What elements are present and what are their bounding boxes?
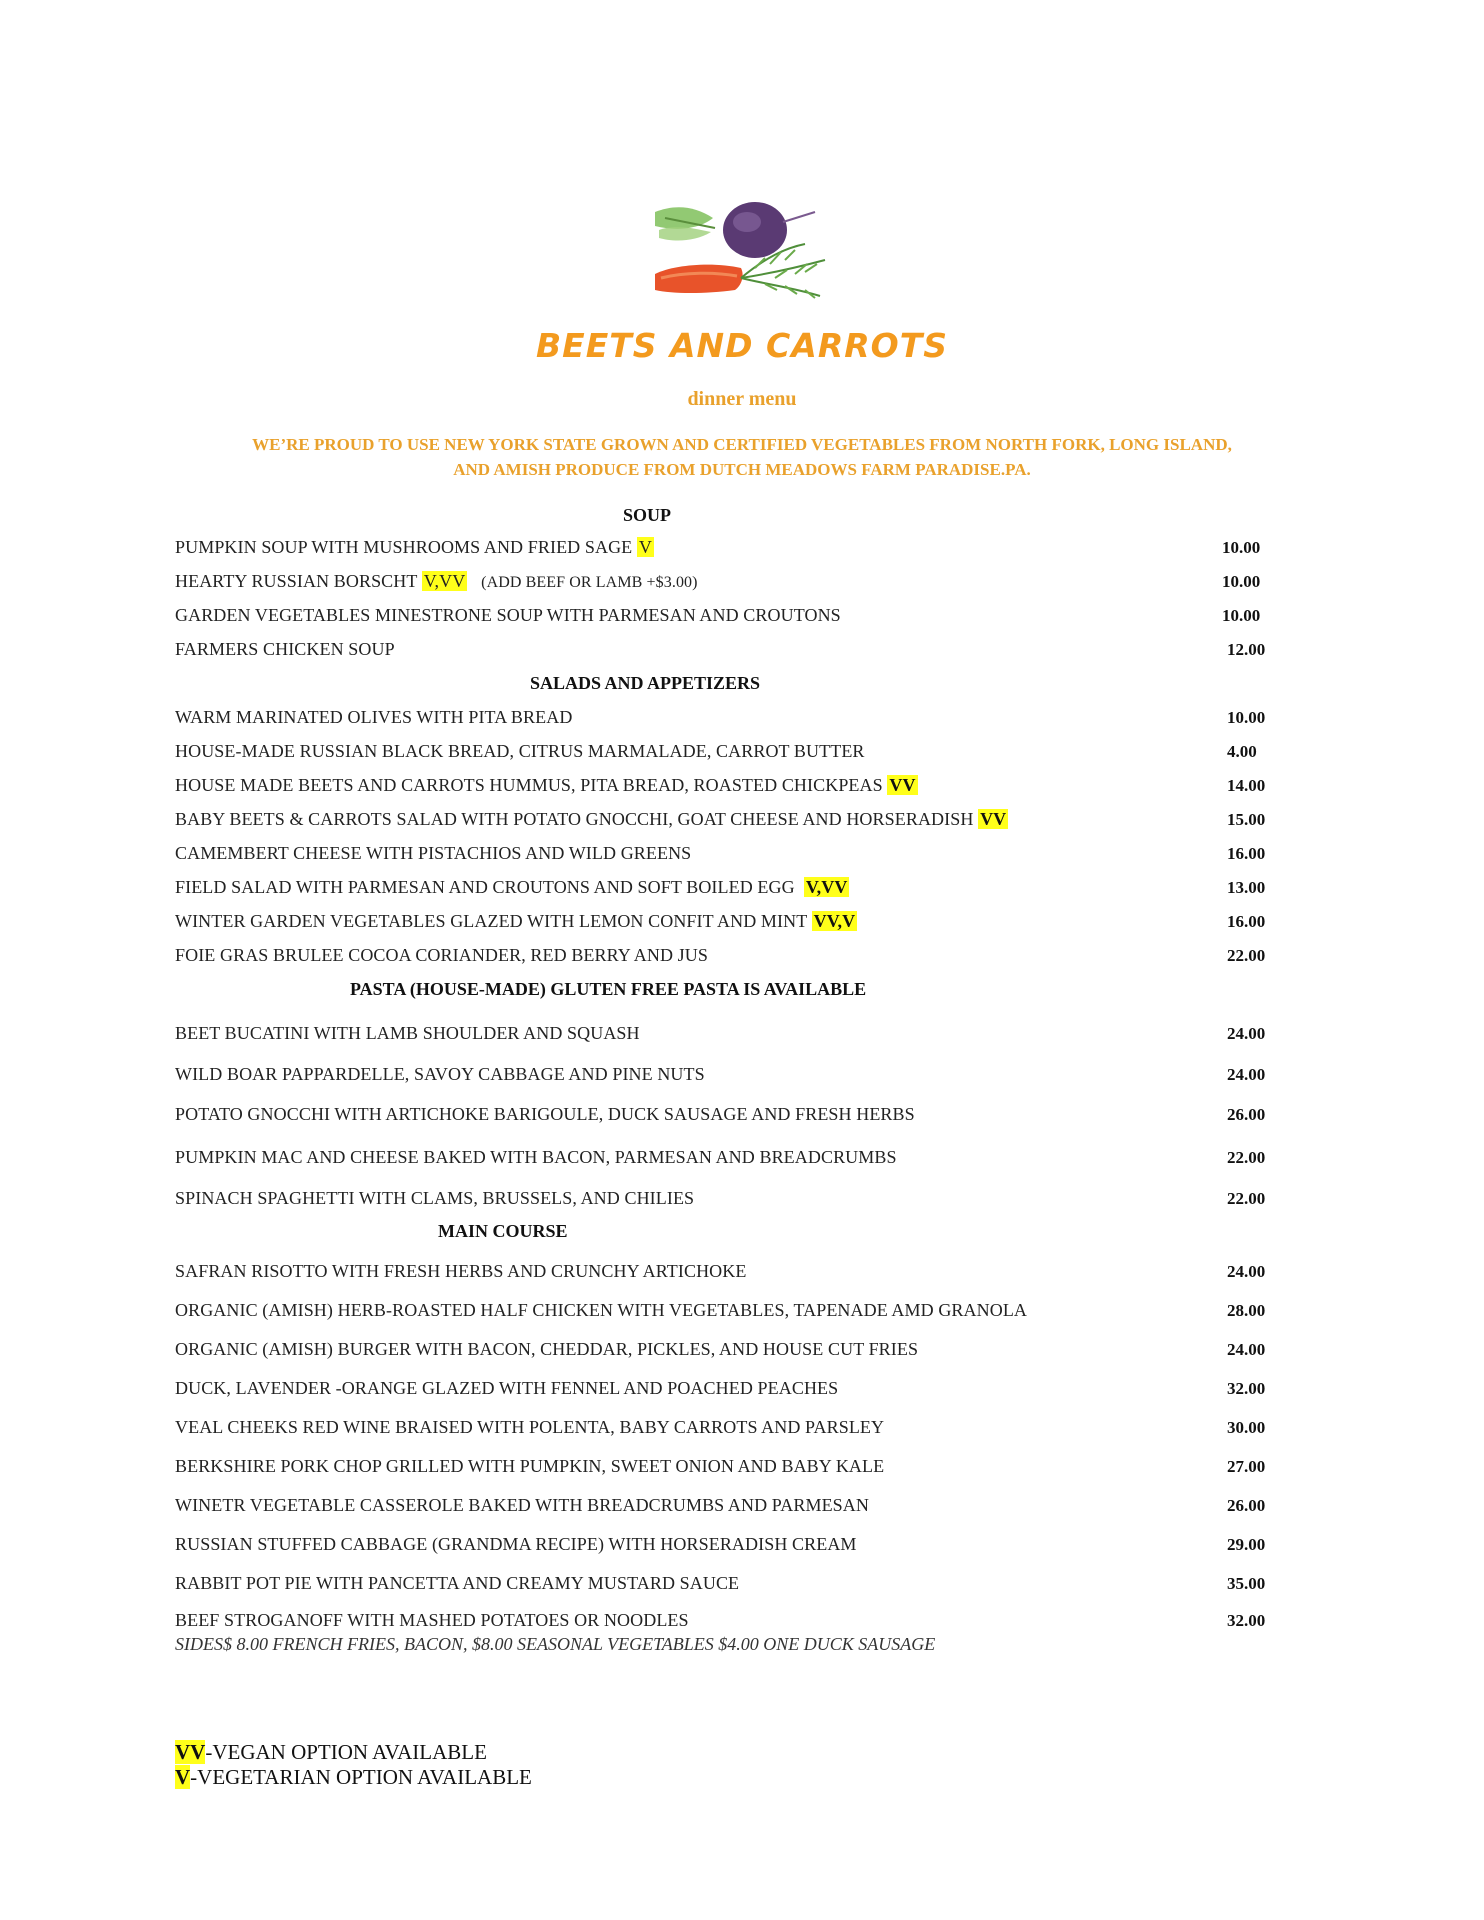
menu-item-name: VEAL CHEEKS RED WINE BRAISED WITH POLENTA, BABY CARROTS AND PARSLEY [175, 1417, 885, 1437]
menu-item-price: 10.00 [1227, 708, 1266, 727]
item-addon-note: (ADD BEEF OR LAMB +$3.00) [481, 574, 698, 591]
menu-item-price: 22.00 [1227, 946, 1266, 965]
legend-text: -VEGETARIAN OPTION AVAILABLE [190, 1765, 532, 1789]
intro-text [150, 432, 1334, 482]
menu-item-name: FOIE GRAS BRULEE COCOA CORIANDER, RED BERRY AND JUS [175, 945, 708, 965]
menu-item-name: BEET BUCATINI WITH LAMB SHOULDER AND SQUASH [175, 1023, 640, 1043]
menu-item-price: 30.00 [1227, 1418, 1266, 1437]
menu-item-price: 14.00 [1227, 776, 1266, 795]
menu-item-name: RABBIT POT PIE WITH PANCETTA AND CREAMY MUSTARD SAUCE [175, 1573, 740, 1593]
menu-item-price: 10.00 [1222, 538, 1261, 557]
section-heading-soup: SOUP [623, 505, 672, 525]
menu-item-price: 10.00 [1222, 606, 1261, 625]
menu-item-price: 15.00 [1227, 810, 1266, 829]
menu-item-name: POTATO GNOCCHI WITH ARTICHOKE BARIGOULE, DUCK SAUSAGE AND FRESH HERBS [175, 1104, 915, 1124]
restaurant-title: BEETS AND CARROTS [536, 326, 948, 365]
menu-item-name: WARM MARINATED OLIVES WITH PITA BREAD [175, 707, 573, 727]
menu-item-price: 16.00 [1227, 912, 1266, 931]
menu-item-price: 26.00 [1227, 1105, 1266, 1124]
menu-item-name: CAMEMBERT CHEESE WITH PISTACHIOS AND WILD GREENS [175, 843, 692, 863]
legend-vegan [175, 1740, 487, 1765]
menu-item-price: 27.00 [1227, 1457, 1266, 1476]
menu-item-name: RUSSIAN STUFFED CABBAGE (GRANDMA RECIPE) WITH HORSERADISH CREAM [175, 1534, 857, 1554]
menu-item-name: PUMPKIN MAC AND CHEESE BAKED WITH BACON, PARMESAN AND BREADCRUMBS [175, 1147, 897, 1167]
legend-key: V [175, 1765, 191, 1789]
menu-item-name: PUMPKIN SOUP WITH MUSHROOMS AND FRIED SAGE V [175, 537, 652, 557]
intro-line-2: AND AMISH PRODUCE FROM DUTCH MEADOWS FARM PARADISE.PA. [453, 460, 1031, 479]
menu-item-price: 24.00 [1227, 1024, 1266, 1043]
menu-item-name: WILD BOAR PAPPARDELLE, SAVOY CABBAGE AND PINE NUTS [175, 1064, 705, 1084]
menu-item-name: HOUSE-MADE RUSSIAN BLACK BREAD, CITRUS MARMALADE, CARROT BUTTER [175, 741, 865, 761]
menu-item-price: 4.00 [1227, 742, 1257, 761]
menu-item-name: ORGANIC (AMISH) HERB-ROASTED HALF CHICKEN WITH VEGETABLES, TAPENADE AMD GRANOLA [175, 1300, 1028, 1320]
menu-item-name: DUCK, LAVENDER -ORANGE GLAZED WITH FENNEL AND POACHED PEACHES [175, 1378, 839, 1398]
diet-tag: VV,V [813, 911, 856, 931]
menu-item-price: 12.00 [1227, 640, 1266, 659]
menu-item-price: 24.00 [1227, 1340, 1266, 1359]
menu-item-name: FIELD SALAD WITH PARMESAN AND CROUTONS AND SOFT BOILED EGG V,VV [175, 877, 848, 897]
menu-item-price: 10.00 [1222, 572, 1261, 591]
diet-tag: V,VV [805, 877, 848, 897]
diet-tag: VV [889, 775, 916, 795]
intro-line-1: WE’RE PROUD TO USE NEW YORK STATE GROWN AND CERTIFIED VEGETABLES FROM NORTH FORK, LONG ISLAND, [252, 435, 1232, 454]
diet-tag: V,VV [423, 571, 466, 591]
diet-tag: V [638, 537, 652, 557]
menu-item-name: WINTER GARDEN VEGETABLES GLAZED WITH LEMON CONFIT AND MINT VV,V [175, 911, 856, 931]
menu-item-name: SPINACH SPAGHETTI WITH CLAMS, BRUSSELS, AND CHILIES [175, 1188, 695, 1208]
menu-subtitle: dinner menu [687, 388, 797, 410]
menu-item-name: HOUSE MADE BEETS AND CARROTS HUMMUS, PITA BREAD, ROASTED CHICKPEAS VV [175, 775, 916, 795]
menu-item-price: 26.00 [1227, 1496, 1266, 1515]
legend-vegetarian [175, 1765, 532, 1790]
menu-item-name: BEEF STROGANOFF WITH MASHED POTATOES OR NOODLES [175, 1610, 689, 1630]
legend-key: VV [175, 1740, 206, 1764]
legend-text: -VEGAN OPTION AVAILABLE [205, 1740, 487, 1764]
menu-item-price: 32.00 [1227, 1379, 1266, 1398]
menu-item-price: 32.00 [1227, 1611, 1266, 1630]
menu-item-name: ORGANIC (AMISH) BURGER WITH BACON, CHEDDAR, PICKLES, AND HOUSE CUT FRIES [175, 1339, 919, 1359]
menu-item-price: 28.00 [1227, 1301, 1266, 1320]
menu-item-price: 24.00 [1227, 1262, 1266, 1281]
sides-note: SIDES$ 8.00 FRENCH FRIES, BACON, $8.00 SEASONAL VEGETABLES $4.00 ONE DUCK SAUSAGE [175, 1634, 936, 1654]
menu-item-name: BABY BEETS & CARROTS SALAD WITH POTATO GNOCCHI, GOAT CHEESE AND HORSERADISH VV [175, 809, 1007, 829]
menu-item-name: WINETR VEGETABLE CASSEROLE BAKED WITH BREADCRUMBS AND PARMESAN [175, 1495, 869, 1515]
section-heading-pasta: PASTA (HOUSE-MADE) GLUTEN FREE PASTA IS AVAILABLE [350, 979, 867, 999]
menu-item-name: GARDEN VEGETABLES MINESTRONE SOUP WITH PARMESAN AND CROUTONS [175, 605, 841, 625]
menu-item-name: SAFRAN RISOTTO WITH FRESH HERBS AND CRUNCHY ARTICHOKE [175, 1261, 747, 1281]
beet-carrot-logo [655, 198, 855, 308]
section-heading-salads: SALADS AND APPETIZERS [530, 673, 761, 693]
menu-item-price: 24.00 [1227, 1065, 1266, 1084]
menu-item-price: 22.00 [1227, 1148, 1266, 1167]
menu-item-price: 16.00 [1227, 844, 1266, 863]
menu-item-name: HEARTY RUSSIAN BORSCHT V,VV (ADD BEEF OR LAMB +$3.00) [175, 571, 698, 591]
diet-tag: VV [980, 809, 1007, 829]
menu-item-name: FARMERS CHICKEN SOUP [175, 639, 395, 659]
section-heading-main: MAIN COURSE [438, 1221, 568, 1241]
menu-item-price: 13.00 [1227, 878, 1266, 897]
menu-item-price: 29.00 [1227, 1535, 1266, 1554]
menu-item-name: BERKSHIRE PORK CHOP GRILLED WITH PUMPKIN, SWEET ONION AND BABY KALE [175, 1456, 885, 1476]
menu-item-price: 22.00 [1227, 1189, 1266, 1208]
menu-item-price: 35.00 [1227, 1574, 1266, 1593]
